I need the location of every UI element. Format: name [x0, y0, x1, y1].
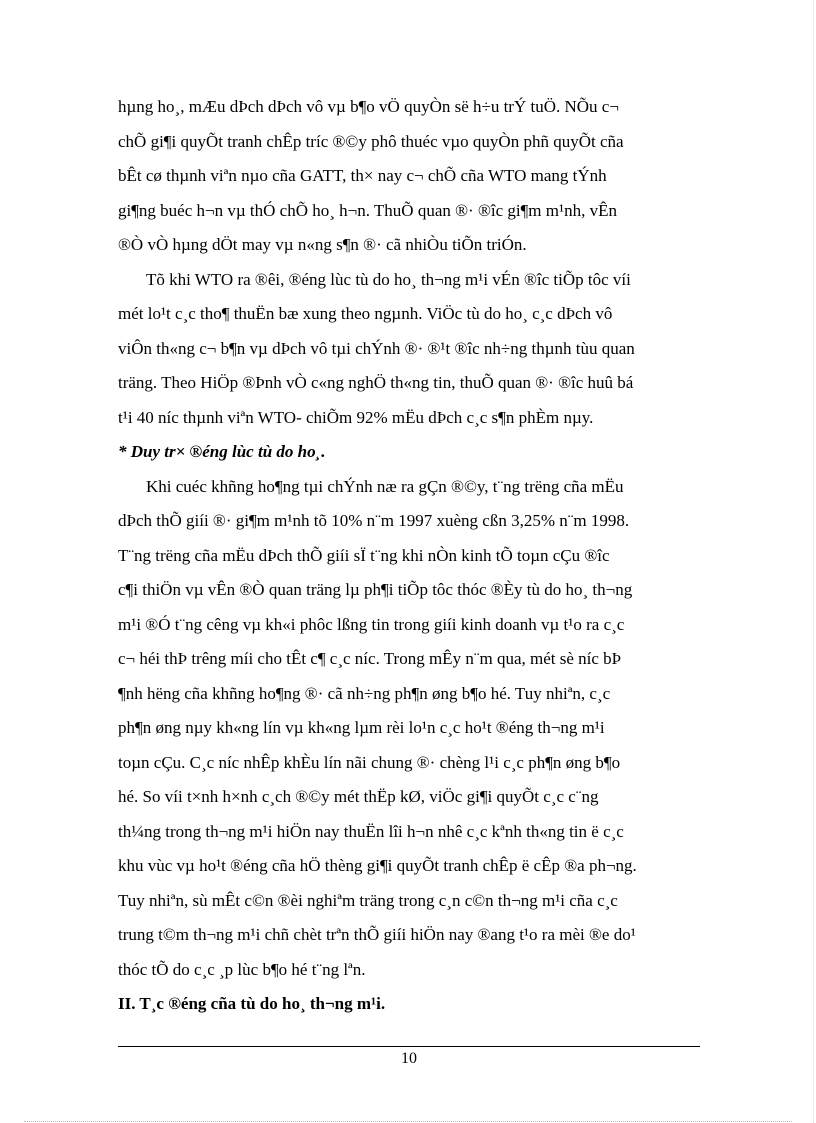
paragraph-line: ®Ò vÒ hµng dÖt may vµ n«ng s¶n ®· cã nhiÒu tiÕn triÓn.: [118, 235, 527, 254]
paragraph-line: Khi cuéc khñng ho¶ng tµi chÝnh næ ra gÇn ®©y, t¨ng trëng cña mËu: [146, 476, 624, 496]
paragraph-line: bÊt cø thµnh viªn nµo cña GATT, th× nay c¬ chÕ cña WTO mang tÝnh: [118, 166, 607, 185]
subsection-heading: * Duy tr× ®éng lùc tù do ho¸.: [118, 442, 326, 461]
page-edge-right: [813, 0, 814, 1123]
paragraph-line: mét lo¹t c¸c tho¶ thuËn bæ xung theo ngµnh. ViÖc tù do ho¸ c¸c dÞch vô: [118, 304, 613, 323]
paragraph-line: toµn cÇu. C¸c níc nhÊp khÈu lín nãi chung ®· chèng l¹i c¸c ph¶n øng b¶o: [118, 752, 621, 772]
page-body: [118, 90, 700, 1022]
paragraph-line: c¶i thiÖn vµ vÊn ®Ò quan träng lµ ph¶i tiÕp tôc thóc ®Èy tù do ho¸ th¬ng: [118, 580, 633, 599]
paragraph-line: hµng ho¸, mÆu dÞch dÞch vô vµ b¶o vÖ quyÒn së h÷u trÝ tuÖ. NÕu c¬: [118, 97, 619, 116]
paragraph-line: Tuy nhiªn, sù mÊt c©n ®èi nghiªm träng trong c¸n c©n th¬ng m¹i cña c¸c: [118, 890, 618, 910]
page-edge-bottom: [24, 1121, 792, 1122]
paragraph-line: khu vùc vµ ho¹t ®éng cña hÖ thèng gi¶i quyÕt tranh chÊp ë cÊp ®a ph¬ng.: [118, 856, 637, 875]
paragraph-line: c¬ héi thÞ trêng míi cho tÊt c¶ c¸c níc. Trong mÊy n¨m qua, mét sè níc bÞ: [118, 649, 622, 668]
paragraph-line: thóc tÕ do c¸c ¸p lùc b¶o hé t¨ng lªn.: [118, 959, 366, 979]
paragraph-line: trung t©m th¬ng m¹i chñ chèt trªn thÕ giíi hiÖn nay ®ang t¹o ra mèi ®e do¹: [118, 925, 636, 944]
paragraph-line: viÔn th«ng c¬ b¶n vµ dÞch vô tµi chÝnh ®· ®¹t ®îc nh÷ng thµnh tùu quan: [118, 338, 635, 358]
footer-rule: [118, 1046, 700, 1047]
paragraph-line: chÕ gi¶i quyÕt tranh chÊp tríc ®©y phô thuéc vµo quyÒn phñ quyÕt cña: [118, 131, 624, 151]
paragraph-line: hé. So víi t×nh h×nh c¸ch ®©y mét thËp kØ, viÖc gi¶i quyÕt c¸c c¨ng: [118, 787, 599, 806]
paragraph-line: Tõ khi WTO ra ®êi, ®éng lùc tù do ho¸ th¬ng m¹i vÉn ®îc tiÕp tôc víi: [146, 269, 631, 289]
paragraph-line: m¹i ®Ó t¨ng cêng vµ kh«i phôc lßng tin trong giíi kinh doanh vµ t¹o ra c¸c: [118, 614, 625, 634]
paragraph-line: gi¶ng buéc h¬n vµ thÓ chÕ ho¸ h¬n. ThuÕ quan ®· ®îc gi¶m m¹nh, vÊn: [118, 200, 617, 220]
paragraph-line: T¨ng trëng cña mËu dÞch thÕ giíi sÏ t¨ng khi nÒn kinh tÕ toµn cÇu ®îc: [118, 545, 610, 565]
paragraph-line: t¹i 40 níc thµnh viªn WTO- chiÕm 92% mËu dÞch c¸c s¶n phÈm nµy.: [118, 407, 594, 427]
paragraph-line: ph¶n øng nµy kh«ng lín vµ kh«ng lµm rèi lo¹n c¸c ho¹t ®éng th¬ng m¹i: [118, 718, 605, 737]
section-heading: II. T¸c ®éng cña tù do ho¸ th¬ng m¹i.: [118, 994, 386, 1013]
paragraph-line: ¶nh hëng cña khñng ho¶ng ®· cã nh÷ng ph¶n øng b¶o hé. Tuy nhiªn, c¸c: [118, 683, 611, 703]
paragraph-line: dÞch thÕ giíi ®· gi¶m m¹nh tõ 10% n¨m 1997 xuèng cßn 3,25% n¨m 1998.: [118, 511, 630, 530]
page-number: 10: [401, 1050, 417, 1067]
paragraph-line: th¼ng trong th¬ng m¹i hiÖn nay thuËn lîi h¬n nhê c¸c kªnh th«ng tin ë c¸c: [118, 821, 624, 841]
paragraph-line: träng. Theo HiÖp ®Þnh vÒ c«ng nghÖ th«ng tin, thuÕ quan ®· ®îc huû bá: [118, 373, 634, 392]
